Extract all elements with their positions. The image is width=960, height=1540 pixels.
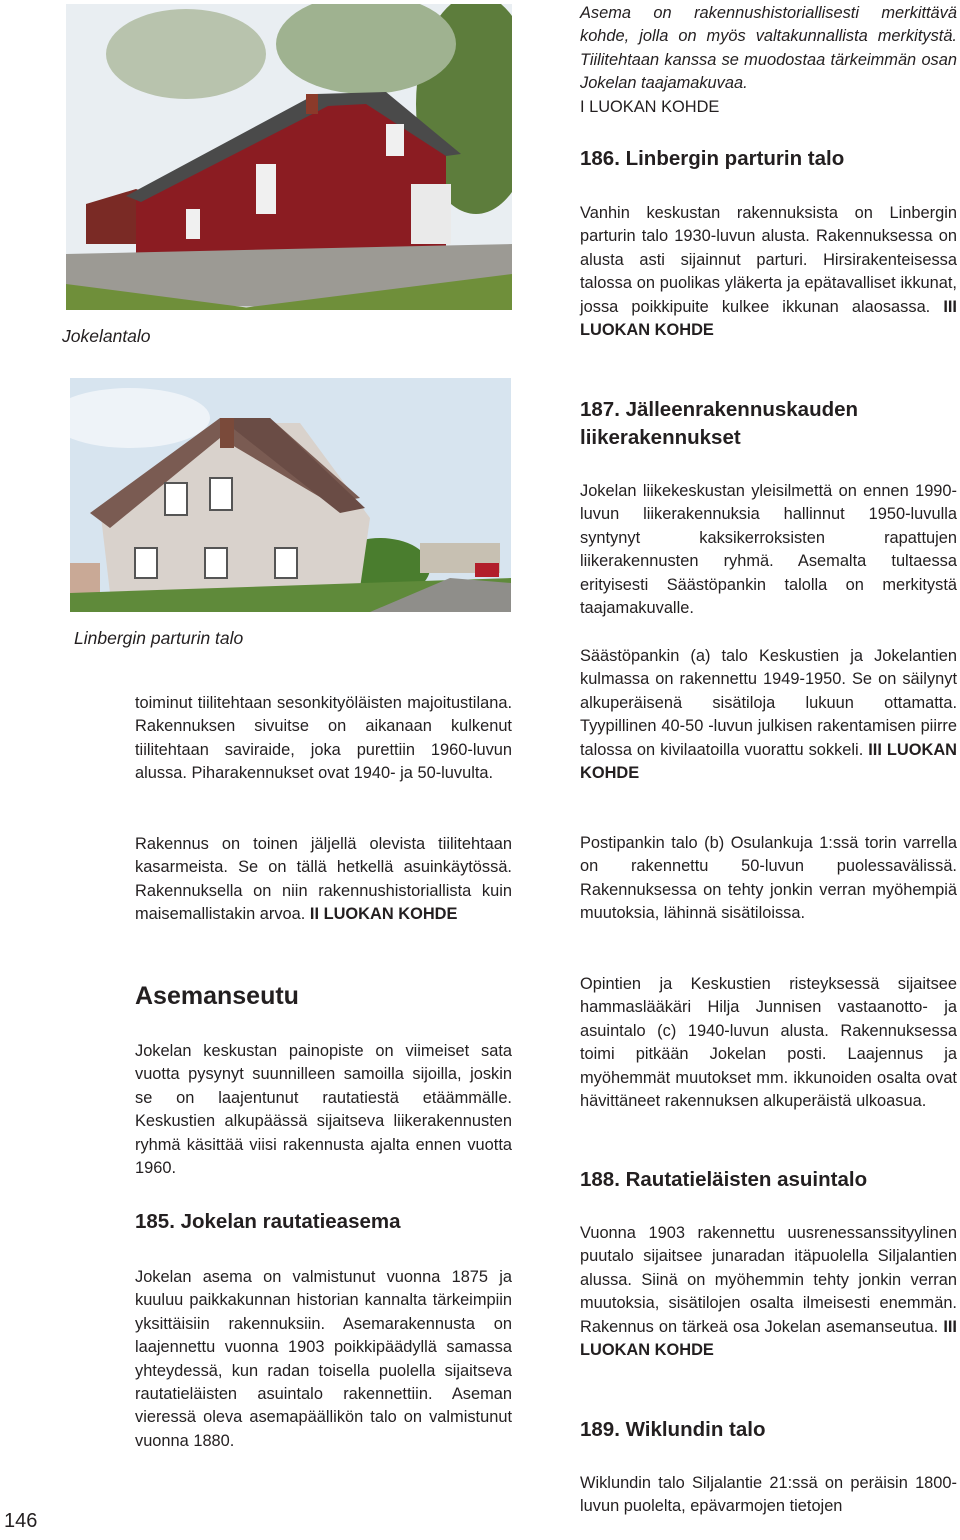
section-187-p2-body: Säästöpankin (a) talo Keskustien ja Jokelantien kulmassa on rakennettu 1949-1950. Se on säilynyt alkuperäisenä sisätiloja lukuun ottamatta. Tyypillinen 40-50 -luvun julkisen rakentamisen piirre talossa on kivilaatoilla vuorattu sokkeli. (580, 647, 957, 759)
photo-caption-linbergin: Linbergin parturin talo (74, 628, 244, 648)
continuation-p2-grade: II LUOKAN KOHDE (309, 905, 458, 924)
photo-linbergin-parturin-talo (70, 378, 511, 612)
section-186-body: Vanhin keskustan rakennuksista on Linbergin parturin talo 1930-luvun alusta. Rakennuksessa on alusta asti sijainnut parturi. Hirsirakenteisessa talossa on puolikas yläkerta ja epätavalliset ikkunat, jossa poikkipuite kulkee ikkunan alaosassa. (580, 204, 957, 316)
continuation-p2 (135, 833, 512, 927)
photo-caption-jokelantalo: Jokelantalo (62, 326, 151, 346)
intro-paragraph (580, 2, 957, 119)
section-189-title: 189. Wiklundin talo (580, 1418, 766, 1441)
section-188-title: 188. Rautatieläisten asuintalo (580, 1168, 868, 1191)
asemanseutu-text: Jokelan keskustan painopiste on viimeiset sata vuotta pysynyt suunnilleen samoilla sijoilla, joskin se on laajentunut rautatiestä etäämmälle. Keskustien alkupäässä sijaitseva liikerakennusten ryhmä käsittää viisi rakennusta ajalta ennen vuotta 1960. (135, 1042, 512, 1178)
section-185-text: Jokelan asema on valmistunut vuonna 1875 ja kuuluu paikkakunnan historian kannalta tärkeimpiin yksittäisiin rakennuksiin. Asemarakennusta on laajennettu vuonna 1903 poikkipäädyllä samassa yhteydessä, kun radan toisella puolella sijaitseva rautatieläisten asuintalo rakennettiin. Aseman vieressä oleva asemapäällikön talo on valmistunut vuonna 1880. (135, 1268, 512, 1450)
section-186-text (580, 202, 957, 342)
section-187-p4: Opintien ja Keskustien risteyksessä sijaitsee hammaslääkäri Hilja Junnisen vastaanotto- ja asuintalo (c) 1940-luvun alusta. Rakennuksessa toimi pitkään Jokelan posti. Laajennus ja myöhemmät muutokset mm. ikkunoiden osalta ovat hävittäneet rakennuksen alkuperäistä ulkoasua. (580, 975, 957, 1111)
section-188-grade: III LUOKAN KOHDE (580, 1317, 957, 1360)
section-187-p3: Postipankin talo (b) Osulankuja 1:ssä torin varrella on rakennettu 50-luvun puolessavälissä. Rakennuksessa on tehty jonkin verran myöhempiä muutoksia, lähinnä sisätiloissa. (580, 834, 957, 923)
section-187-title: 187. Jälleenrakennuskauden liikerakennukset (580, 398, 859, 449)
continuation-p1: toiminut tiilitehtaan sesonkityöläisten majoitustilana. Rakennuksen sivuitse on aikanaan kulkenut tiilitehtaan saviraide, joka purettiin 1960-luvun alussa. Piharakennukset ovat 1940- ja 50-luvulta. (135, 694, 512, 783)
section-188-text (580, 1222, 957, 1362)
continuation-p2-body: Rakennus on toinen jäljellä olevista tiilitehtaan kasarmeista. Se on tällä hetkellä asuinkäytössä. Rakennuksella on niin rakennushistoriallista kuin maisemallistakin arvoa. (135, 835, 512, 924)
photo-jokelantalo (66, 4, 512, 310)
section-186-title: 186. Linbergin parturin talo (580, 147, 845, 170)
section-185-title: 185. Jokelan rautatieasema (135, 1210, 401, 1233)
section-187-p2-grade: III LUOKAN KOHDE (580, 740, 958, 783)
intro-text: Asema on rakennushistoriallisesti merkittävä kohde, jolla on myös valtakunnallista merkitystä. Tiilitehtaan kanssa se muodostaa tärkeimmän osan Jokelan taajamakuvaa. (580, 4, 957, 93)
section-187-p1: Jokelan liikekeskustan yleisilmettä on ennen 1990-luvun liikerakennuksia hallinnut 1950-luvulla syntynyt kaksikerroksisten rapattujen liikerakennusten ryhmä. Asemalta tultaessa erityisesti Säästöpankin talolla on merkitystä taajamakuvalle. (580, 482, 957, 618)
section-189-text: Wiklundin talo Siljalantie 21:ssä on peräisin 1800-luvun puolelta, epävarmojen tietojen (580, 1474, 957, 1516)
page-number: 146 (4, 1510, 38, 1532)
asemanseutu-title: Asemanseutu (135, 982, 299, 1010)
intro-grade: I LUOKAN KOHDE (580, 97, 720, 116)
section-186-grade: III LUOKAN KOHDE (580, 297, 957, 340)
section-187-p2 (580, 645, 957, 785)
section-188-body: Vuonna 1903 rakennettu uusrenessanssityylinen puutalo sijaitsee junaradan itäpuolella Siljalantien alussa. Siinä on myöhemmin tehty jonkin verran muutoksia, sisätilojen osalta ilmeisesti enemmän. Rakennus on tärkeä osa Jokelan asemanseutua. (580, 1224, 957, 1336)
